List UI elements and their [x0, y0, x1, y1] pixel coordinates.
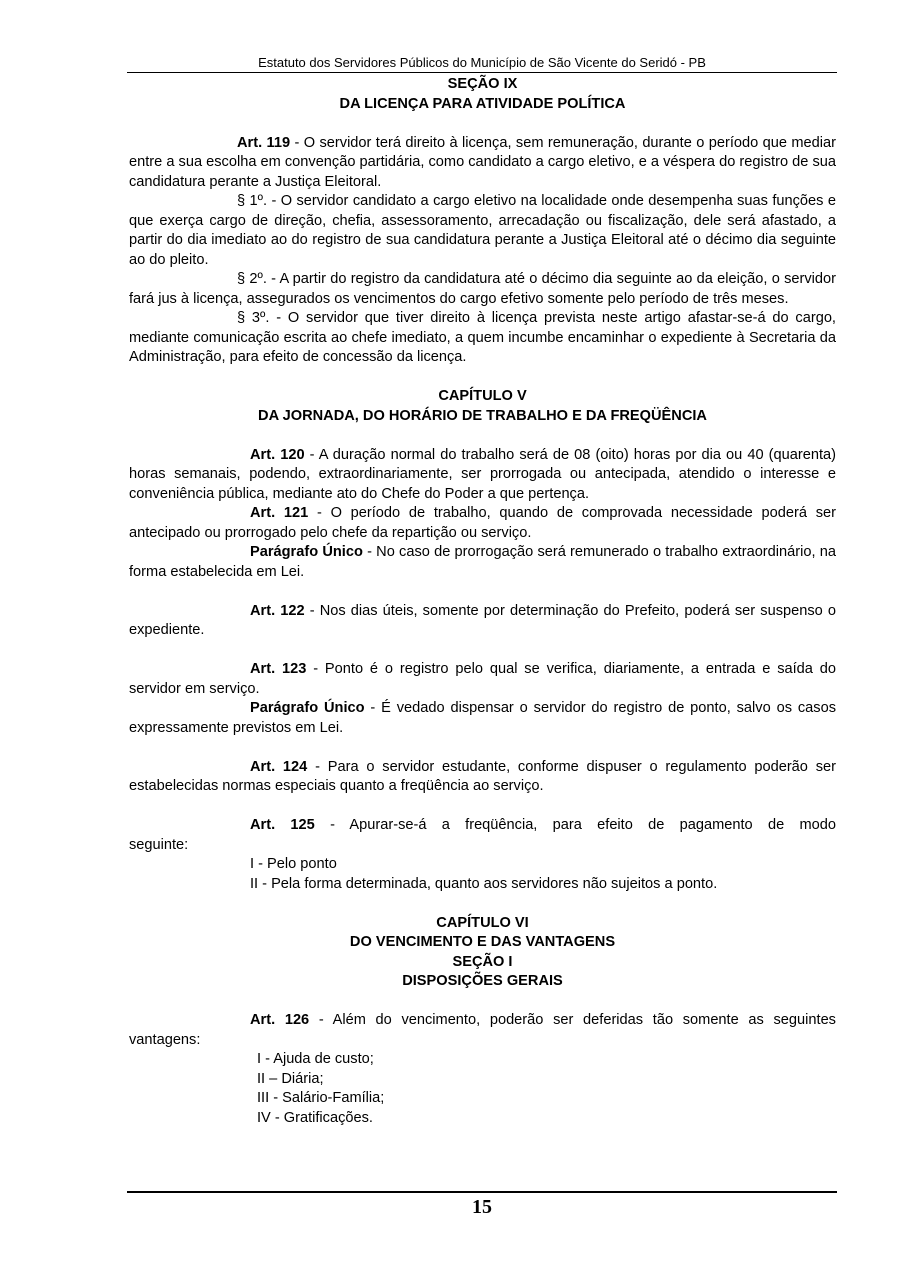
- article-123: Art. 123 - Ponto é o registro pelo qual se verifica, diariamente, a entrada e saída do servidor em serviço.: [129, 661, 836, 697]
- article-125-continuation: seguinte:: [129, 836, 189, 853]
- list-item: I - Ajuda de custo;: [257, 1051, 374, 1067]
- article-label: Art. 120: [250, 446, 305, 463]
- article-119-paragraph-2: § 2º. - A partir do registro da candidatura até o décimo dia seguinte ao da eleição, o servidor fará jus à licença, assegurados os vencimentos do cargo efetivo somente pelo período de três meses.: [129, 271, 836, 307]
- section-subtitle: DISPOSIÇÕES GERAIS: [402, 973, 563, 989]
- list-item: II - Pela forma determinada, quanto aos servidores não sujeitos a ponto.: [250, 875, 718, 892]
- header-divider: [127, 72, 837, 73]
- list-item: I - Pelo ponto: [250, 856, 337, 872]
- chapter-subtitle: DA JORNADA, DO HORÁRIO DE TRABALHO E DA FREQÜÊNCIA: [258, 407, 707, 424]
- article-label: Art. 119: [237, 134, 291, 151]
- page-content: [129, 75, 836, 1128]
- chapter-subtitle: DO VENCIMENTO E DAS VANTAGENS: [349, 934, 616, 950]
- section-subtitle: DA LICENÇA PARA ATIVIDADE POLÍTICA: [339, 95, 626, 112]
- article-label: Art. 121: [250, 505, 309, 521]
- article-label: Art. 125: [250, 817, 315, 833]
- article-126: Art. 126 - Além do vencimento, poderão ser deferidas tão somente as seguintes vantagens:: [129, 1012, 836, 1048]
- running-header: Estatuto dos Servidores Públicos do Município de São Vicente do Seridó - PB: [258, 55, 706, 70]
- section-title: SEÇÃO IX: [447, 76, 518, 92]
- list-item: II – Diária;: [257, 1070, 324, 1087]
- article-119-paragraph-1: § 1º. - O servidor candidato a cargo eletivo na localidade onde desempenha suas funções e que exerça cargo de direção, chefia, assessoramento, arrecadação ou fiscalização, dele será afastado, a partir do dia imediato ao do registro de sua candidatura perante a Justiça Eleitoral até o décimo dia seguinte ao do pleito.: [129, 193, 836, 268]
- article-122: Art. 122 - Nos dias úteis, somente por determinação do Prefeito, poderá ser suspenso o expediente.: [129, 602, 836, 638]
- list-item: IV - Gratificações.: [257, 1109, 373, 1126]
- article-123-sole-paragraph: Parágrafo Único - É vedado dispensar o servidor do registro de ponto, salvo os casos expressamente previstos em Lei.: [129, 700, 836, 736]
- article-119: Art. 119 - O servidor terá direito à licença, sem remuneração, durante o período que mediar entre a sua escolha em convenção partidária, como candidato a cargo eletivo, e a véspera do registro de sua candidatura perante a Justiça Eleitoral.: [129, 134, 836, 190]
- article-121: Art. 121 - O período de trabalho, quando de comprovada necessidade poderá ser antecipado ou prorrogado pelo chefe da repartição ou serviço.: [129, 505, 836, 541]
- article-121-sole-paragraph: Parágrafo Único - No caso de prorrogação será remunerado o trabalho extraordinário, na forma estabelecida em Lei.: [129, 544, 836, 580]
- paragraph-label: Parágrafo Único: [250, 544, 363, 560]
- article-124: Art. 124 - Para o servidor estudante, conforme dispuser o regulamento poderão ser estabelecidas normas especiais quanto a freqüência ao serviço.: [129, 758, 836, 794]
- article-125: Art. 125 - Apurar-se-á a freqüência, para efeito de pagamento de modo: [250, 817, 836, 833]
- chapter-title: CAPÍTULO VI: [436, 914, 529, 931]
- list-item: III - Salário-Família;: [257, 1090, 385, 1106]
- article-label: Art. 122: [250, 602, 305, 619]
- paragraph-label: Parágrafo Único: [250, 700, 365, 716]
- chapter-title: CAPÍTULO V: [438, 388, 527, 404]
- article-119-paragraph-3: § 3º. - O servidor que tiver direito à licença prevista neste artigo afastar-se-á do cargo, mediante comunicação escrita ao chefe imediato, a quem incumbe encaminhar o expediente à Secretaria da Administração, para efeito de concessão da licença.: [129, 310, 836, 365]
- section-title: SEÇÃO I: [452, 953, 513, 970]
- article-label: Art. 123: [250, 661, 307, 677]
- footer-divider: [127, 1191, 837, 1193]
- article-label: Art. 126: [250, 1012, 310, 1028]
- article-label: Art. 124: [250, 758, 308, 775]
- article-120: Art. 120 - A duração normal do trabalho será de 08 (oito) horas por dia ou 40 (quarenta) horas semanais, podendo, extraordinariamente, ser prorrogada ou antecipada, atendido o interesse e conveniência pública, mediante ato do Chefe do Poder a que pertença.: [129, 446, 836, 502]
- page-number: 15: [472, 1196, 492, 1218]
